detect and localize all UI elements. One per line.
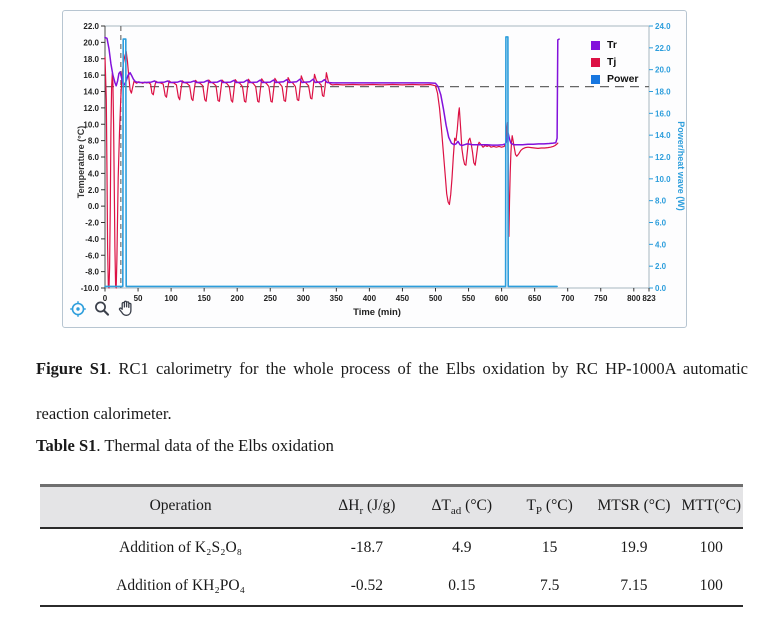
svg-text:-2.0: -2.0 [85, 218, 99, 228]
svg-text:350: 350 [329, 294, 344, 303]
header-cell-dhr: $\Delta H_r$ (J/g) [338, 496, 396, 518]
cell-mtt: 100 [699, 577, 723, 594]
svg-text:12.0: 12.0 [655, 153, 671, 162]
svg-text:50: 50 [133, 294, 143, 303]
tj-color-swatch [591, 58, 600, 67]
table-title-label: Table S1 [36, 436, 97, 455]
header-cell-mtt: MTT(°C) [681, 496, 742, 514]
svg-text:400: 400 [362, 294, 377, 303]
svg-text:6.0: 6.0 [87, 153, 99, 162]
svg-text:-8.0: -8.0 [85, 267, 99, 277]
svg-text:20.0: 20.0 [83, 38, 99, 48]
figure-caption-line2: reaction calorimeter. [36, 404, 172, 423]
header-cell-dtad: $\Delta T_{ad}$ (°C) [431, 496, 493, 518]
cell-operation: Addition of K₂S₂O₈ [119, 539, 243, 556]
pan-hand-icon[interactable] [116, 298, 136, 318]
figure-caption [36, 346, 748, 436]
tr-color-swatch [591, 41, 600, 50]
thermal-data-table [40, 484, 743, 607]
legend-label-tj: Tj [607, 56, 617, 68]
svg-text:16.0: 16.0 [83, 71, 99, 81]
svg-text:8.0: 8.0 [87, 136, 99, 146]
svg-text:18.0: 18.0 [655, 87, 671, 97]
cell-dhr: -18.7 [350, 539, 384, 556]
svg-text:16.0: 16.0 [655, 109, 671, 119]
svg-text:0: 0 [102, 294, 108, 303]
cell-dtad: 4.9 [452, 539, 472, 556]
header-cell-mtsr: MTSR (°C) [597, 496, 671, 514]
svg-text:200: 200 [230, 294, 244, 303]
cell-operation: Addition of KH₂PO₄ [116, 577, 245, 594]
cell-tp: 15 [541, 539, 558, 556]
right-y-axis-title: Power/heat wave (W) [676, 121, 686, 211]
svg-text:823: 823 [642, 294, 656, 303]
svg-text:20.0: 20.0 [655, 65, 671, 75]
svg-text:18.0: 18.0 [83, 54, 99, 64]
legend [591, 39, 639, 85]
legend-item-power [591, 73, 639, 85]
svg-text:250: 250 [263, 294, 277, 303]
svg-text:24.0: 24.0 [655, 22, 671, 31]
svg-text:4.0: 4.0 [87, 169, 99, 179]
svg-text:14.0: 14.0 [83, 87, 99, 97]
cell-mtsr: 7.15 [620, 577, 648, 594]
svg-text:650: 650 [527, 294, 542, 303]
svg-text:22.0: 22.0 [83, 22, 99, 31]
svg-text:500: 500 [428, 294, 443, 303]
svg-text:10.0: 10.0 [83, 120, 99, 130]
svg-text:2.0: 2.0 [655, 262, 667, 272]
header-cell-tp: $T_P$ (°C) [526, 496, 573, 518]
svg-text:22.0: 22.0 [655, 43, 671, 53]
cell-dhr: -0.52 [350, 577, 384, 594]
left-y-axis-title: Temperature (°C) [76, 125, 86, 199]
table-row [40, 529, 743, 567]
svg-text:-4.0: -4.0 [85, 234, 99, 244]
cell-mtt: 100 [699, 539, 723, 556]
svg-text:12.0: 12.0 [83, 103, 99, 113]
power-color-swatch [591, 75, 600, 84]
svg-text:2.0: 2.0 [87, 185, 99, 195]
magnifier-icon[interactable] [92, 298, 112, 318]
legend-label-tr: Tr [607, 39, 617, 51]
svg-text:10.0: 10.0 [655, 174, 671, 184]
table-row [40, 567, 743, 605]
chart-toolbar [68, 298, 136, 318]
svg-text:4.0: 4.0 [655, 240, 667, 250]
svg-text:14.0: 14.0 [655, 131, 671, 141]
svg-text:800: 800 [627, 294, 641, 303]
legend-label-power: Power [607, 73, 639, 85]
svg-text:750: 750 [594, 294, 608, 303]
svg-text:700: 700 [561, 294, 575, 303]
header-cell-operation: Operation [149, 496, 212, 514]
svg-text:450: 450 [395, 294, 410, 303]
svg-text:6.0: 6.0 [655, 218, 667, 228]
svg-text:-10.0: -10.0 [80, 284, 99, 293]
figure-caption-line1: Figure S1. RC1 calorimetry for the whole process of the Elbs oxidation by RC HP-1000A automatic [36, 359, 748, 378]
svg-text:150: 150 [197, 294, 211, 303]
svg-text:300: 300 [296, 294, 310, 303]
legend-item-tr [591, 39, 639, 51]
cell-mtsr: 19.9 [620, 539, 648, 556]
reset-view-icon[interactable] [68, 298, 88, 318]
svg-text:0.0: 0.0 [655, 284, 667, 293]
table-title: Table S1. Thermal data of the Elbs oxidation [36, 436, 334, 455]
svg-text:-6.0: -6.0 [85, 251, 99, 261]
svg-text:0.0: 0.0 [87, 202, 99, 212]
table-header-row [40, 487, 743, 529]
svg-text:8.0: 8.0 [655, 196, 667, 206]
svg-text:550: 550 [461, 294, 476, 303]
legend-item-tj [591, 56, 639, 68]
cell-tp: 7.5 [539, 577, 560, 594]
svg-text:100: 100 [164, 294, 178, 303]
figure-caption-label: Figure S1 [36, 359, 108, 378]
cell-dtad: 0.15 [448, 577, 476, 594]
x-axis-title: Time (min) [353, 307, 401, 318]
svg-text:600: 600 [494, 294, 509, 303]
calorimetry-chart-panel [62, 10, 687, 328]
